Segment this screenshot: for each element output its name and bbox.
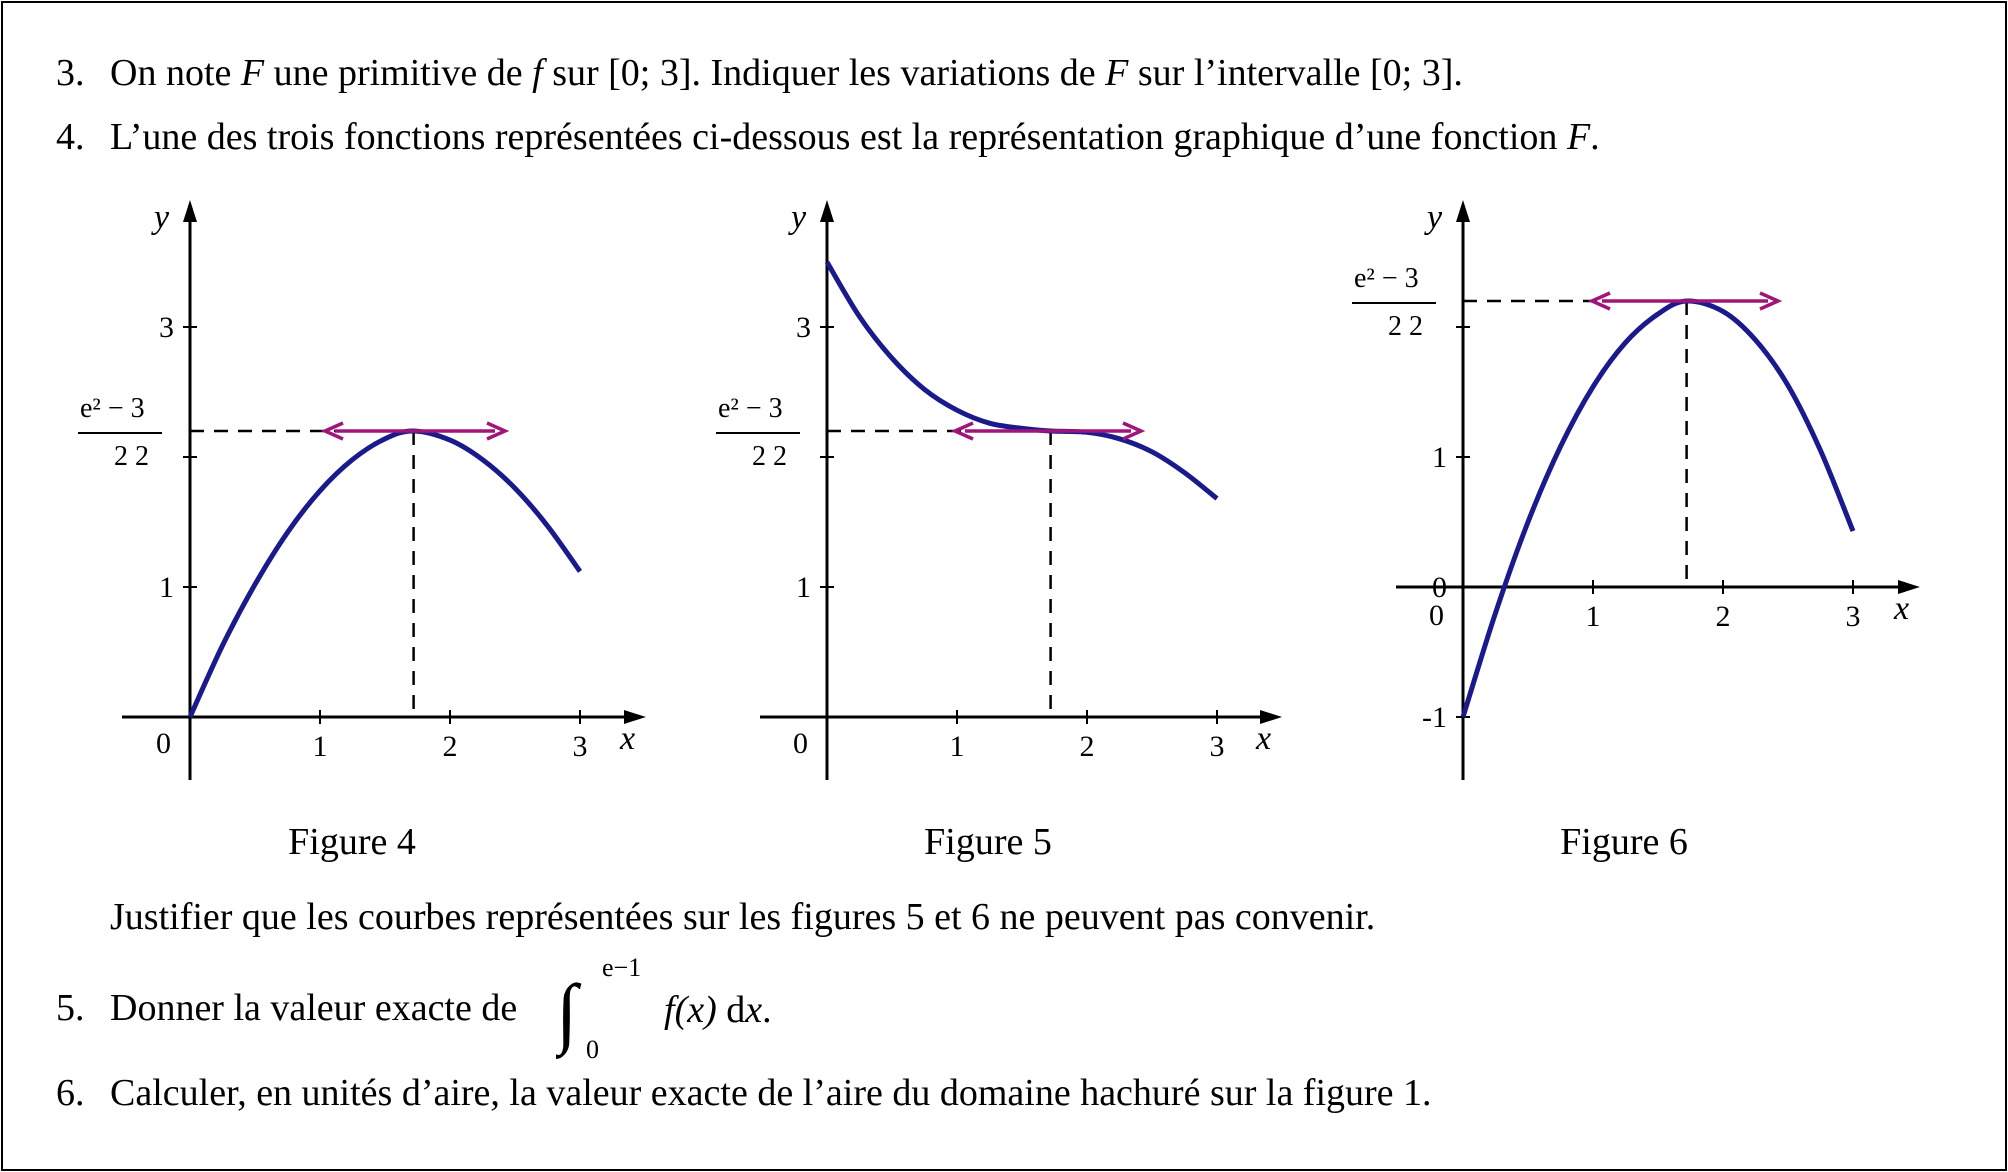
integral-expression <box>556 950 816 1065</box>
special-y-label-denominator: 2 2 <box>114 441 149 472</box>
q3-text-2: une primitive de <box>264 52 533 94</box>
y-tick-label: -1 <box>1422 701 1447 734</box>
y-axis-arrow-icon <box>183 200 197 222</box>
question-4 <box>56 114 1600 160</box>
y-axis-label: y <box>791 199 807 236</box>
q3-text-3: sur [0; 3]. Indiquer les variations de <box>542 52 1106 94</box>
x-axis-label: x <box>1894 590 1910 627</box>
differential-x: x <box>745 989 763 1031</box>
y-axis-arrow-icon <box>820 200 834 222</box>
y-axis-arrow-icon <box>1456 200 1470 222</box>
integral-lower-bound: 0 <box>586 1035 599 1064</box>
differential-d: d <box>716 989 746 1031</box>
integrand-arg: (x) <box>674 989 717 1031</box>
x-tick-label: 3 <box>1845 600 1861 633</box>
q4-math-F: F <box>1566 116 1591 158</box>
question-3 <box>56 50 1463 96</box>
origin-label: 0 <box>156 727 171 760</box>
function-curve <box>827 262 1217 499</box>
function-curve <box>190 431 580 717</box>
x-tick-label: 2 <box>442 730 458 763</box>
x-tick-label: 2 <box>1715 600 1731 633</box>
q3-math-F: F <box>240 52 265 94</box>
q4-text-2: . <box>1590 116 1600 158</box>
x-axis-label: x <box>620 720 636 757</box>
q6-text-1: Calculer, en unités d’aire, la valeur exacte de l’aire du domaine hachuré sur la figure 1. <box>110 1072 1432 1114</box>
x-tick-label: 2 <box>1079 730 1095 763</box>
y-axis-label: y <box>154 199 170 236</box>
q3-math-F2: F <box>1105 52 1129 94</box>
y-tick-label: 3 <box>159 311 174 344</box>
special-y-label-numerator: e² − 3 <box>80 393 145 424</box>
origin-label: 0 <box>793 727 808 760</box>
question-number: 6. <box>56 1072 85 1114</box>
y-tick-label: 1 <box>796 571 811 604</box>
special-y-label-denominator: 2 2 <box>752 441 787 472</box>
figure-6-caption: Figure 6 <box>1560 821 1688 863</box>
integrand-f: f <box>664 989 675 1031</box>
q4-text-1: L’une des trois fonctions représentées ci-dessous est la représentation graphique d’une fonction <box>110 116 1567 158</box>
q5-text-1: Donner la valeur exacte de <box>110 987 518 1029</box>
y-tick-label: 1 <box>1432 441 1447 474</box>
x-tick-label: 1 <box>949 730 965 763</box>
x-tick-label: 3 <box>1209 730 1225 763</box>
special-y-label-denominator: 2 2 <box>1388 311 1423 342</box>
function-curve <box>1463 301 1853 717</box>
x-tick-label: 1 <box>312 730 328 763</box>
question-number: 3. <box>56 52 85 94</box>
figure-4-caption: Figure 4 <box>288 821 416 863</box>
x-axis-label: x <box>1256 720 1272 757</box>
q3-text-4: sur l’intervalle [0; 3]. <box>1128 52 1463 94</box>
integral-end: . <box>762 989 772 1031</box>
x-tick-label: 1 <box>1585 600 1601 633</box>
x-tick-label: 3 <box>572 730 588 763</box>
y-tick-label: 1 <box>159 571 174 604</box>
question-number: 5. <box>56 987 85 1029</box>
integral-upper-bound: e−1 <box>602 953 642 982</box>
y-axis-label: y <box>1427 199 1443 236</box>
question-number: 4. <box>56 116 85 158</box>
y-tick-label: 3 <box>796 311 811 344</box>
q3-text-1: On note <box>110 52 241 94</box>
justify-text: Justifier que les courbes représentées sur les figures 5 et 6 ne peuvent pas convenir. <box>110 896 1376 938</box>
special-y-label-numerator: e² − 3 <box>718 393 783 424</box>
origin-label: 0 <box>1429 599 1444 632</box>
y-tick-label: 0 <box>1432 571 1447 604</box>
integrand <box>664 989 772 1031</box>
q3-math-f: f <box>532 52 543 94</box>
question-5 <box>56 985 517 1031</box>
figure-5-caption: Figure 5 <box>924 821 1052 863</box>
special-y-label-numerator: e² − 3 <box>1354 263 1419 294</box>
question-6 <box>56 1070 1432 1116</box>
integral-sign: ∫ <box>556 968 578 1055</box>
